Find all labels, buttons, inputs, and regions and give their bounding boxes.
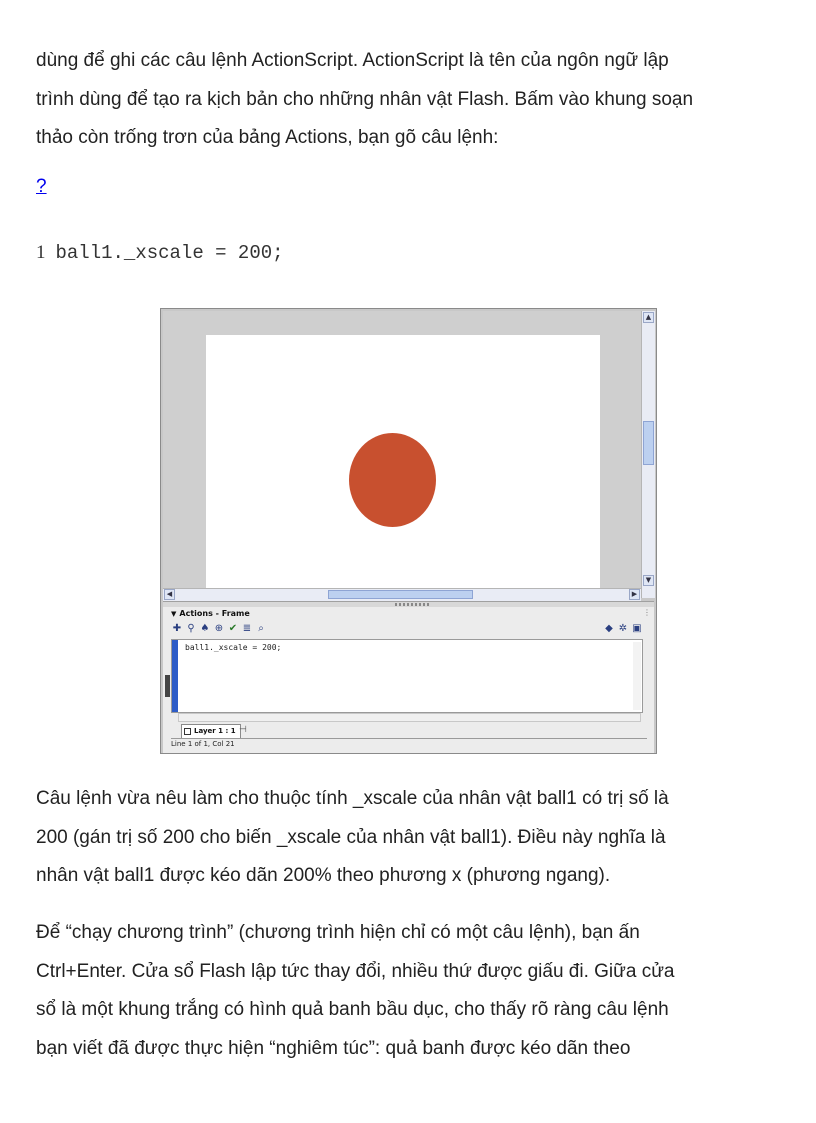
stage-area — [163, 311, 641, 598]
intro-paragraph — [36, 42, 796, 158]
script-tabs — [171, 723, 647, 739]
debug-icon[interactable]: ◆ — [605, 623, 613, 634]
explanation-paragraph — [36, 780, 796, 896]
collapse-triangle-icon[interactable]: ▼ — [171, 610, 177, 618]
panel-title-label: Actions - Frame — [179, 609, 250, 618]
run-paragraph — [36, 914, 796, 1068]
panel-options-icon[interactable]: ⋮ — [643, 608, 651, 617]
text-line: dùng để ghi các câu lệnh ActionScript. ActionScript là tên của ngôn ngữ lập — [36, 50, 669, 71]
text-line: trình dùng để tạo ra kịch bản cho những nhân vật Flash. Bấm vào khung soạn — [36, 88, 694, 110]
text-line: bạn viết đã được thực hiện “nghiêm túc”: quả banh được kéo dãn theo — [36, 1037, 631, 1059]
editor-scrollbar[interactable] — [633, 642, 641, 710]
text-line: Câu lệnh vừa nêu làm cho thuộc tính _xscale của nhân vật ball1 có trị số là — [36, 788, 669, 809]
ball-shape — [349, 433, 436, 527]
reference-icon[interactable]: ✲ — [618, 623, 628, 634]
text-line: 200 (gán trị số 200 cho biến _xscale của nhân vật ball1). Điều này nghĩa là — [36, 826, 666, 848]
check-syntax-icon[interactable]: ✔ — [228, 623, 238, 634]
layer-tab[interactable] — [181, 724, 241, 738]
line-gutter — [172, 640, 178, 712]
code-text: ball1._xscale = 200; — [55, 242, 284, 264]
editor-horizontal-scrollbar[interactable] — [178, 713, 641, 722]
text-line: Để “chạy chương trình” (chương trình hiện chỉ có một câu lệnh), bạn ấn — [36, 922, 640, 943]
find-icon[interactable]: ⚲ — [187, 623, 195, 634]
code-hint-icon[interactable]: ⌕ — [258, 623, 264, 634]
actions-toolbar — [167, 621, 650, 639]
scroll-down-icon[interactable]: ▼ — [643, 575, 654, 586]
text-line: sổ là một khung trắng có hình quả banh bầu dục, cho thấy rõ ràng câu lệnh — [36, 999, 669, 1020]
frame-icon — [184, 728, 191, 735]
pin-script-icon[interactable]: ⊣ — [239, 725, 247, 735]
line-number: 1 — [36, 242, 46, 263]
code-help-link[interactable]: ? — [36, 176, 47, 197]
scroll-left-icon[interactable]: ◀ — [164, 589, 175, 600]
scroll-right-icon[interactable]: ▶ — [629, 589, 640, 600]
replace-icon[interactable]: ♠ — [200, 623, 210, 634]
editor-code[interactable]: ball1._xscale = 200; — [185, 643, 282, 652]
text-line: nhân vật ball1 được kéo dãn 200% theo phương x (phương ngang). — [36, 865, 611, 886]
script-editor[interactable] — [171, 639, 643, 713]
text-line: Ctrl+Enter. Cửa sổ Flash lập tức thay đổi, nhiều thứ được giấu đi. Giữa cửa — [36, 960, 675, 982]
grip-icon — [395, 603, 431, 606]
horizontal-scrollbar[interactable] — [163, 588, 641, 601]
status-line: Line 1 of 1, Col 21 — [171, 740, 235, 748]
hscroll-thumb[interactable] — [328, 590, 473, 599]
layer-tab-label: Layer 1 : 1 — [194, 727, 236, 735]
panel-title[interactable] — [171, 609, 250, 618]
script-navigator-toggle[interactable] — [165, 675, 170, 697]
scroll-thumb[interactable] — [643, 421, 654, 465]
stage — [206, 335, 600, 593]
scroll-up-icon[interactable]: ▲ — [643, 312, 654, 323]
actions-panel — [163, 607, 654, 753]
add-statement-icon[interactable]: ✚ — [172, 623, 182, 634]
code-snippet — [36, 242, 284, 264]
target-icon[interactable]: ⊕ — [214, 623, 224, 634]
auto-format-icon[interactable]: ≣ — [242, 623, 252, 634]
vertical-scrollbar[interactable] — [641, 311, 655, 598]
view-options-icon[interactable]: ▣ — [632, 623, 642, 634]
flash-screenshot — [160, 308, 657, 754]
text-line: thảo còn trống trơn của bảng Actions, bạn gõ câu lệnh: — [36, 127, 499, 148]
